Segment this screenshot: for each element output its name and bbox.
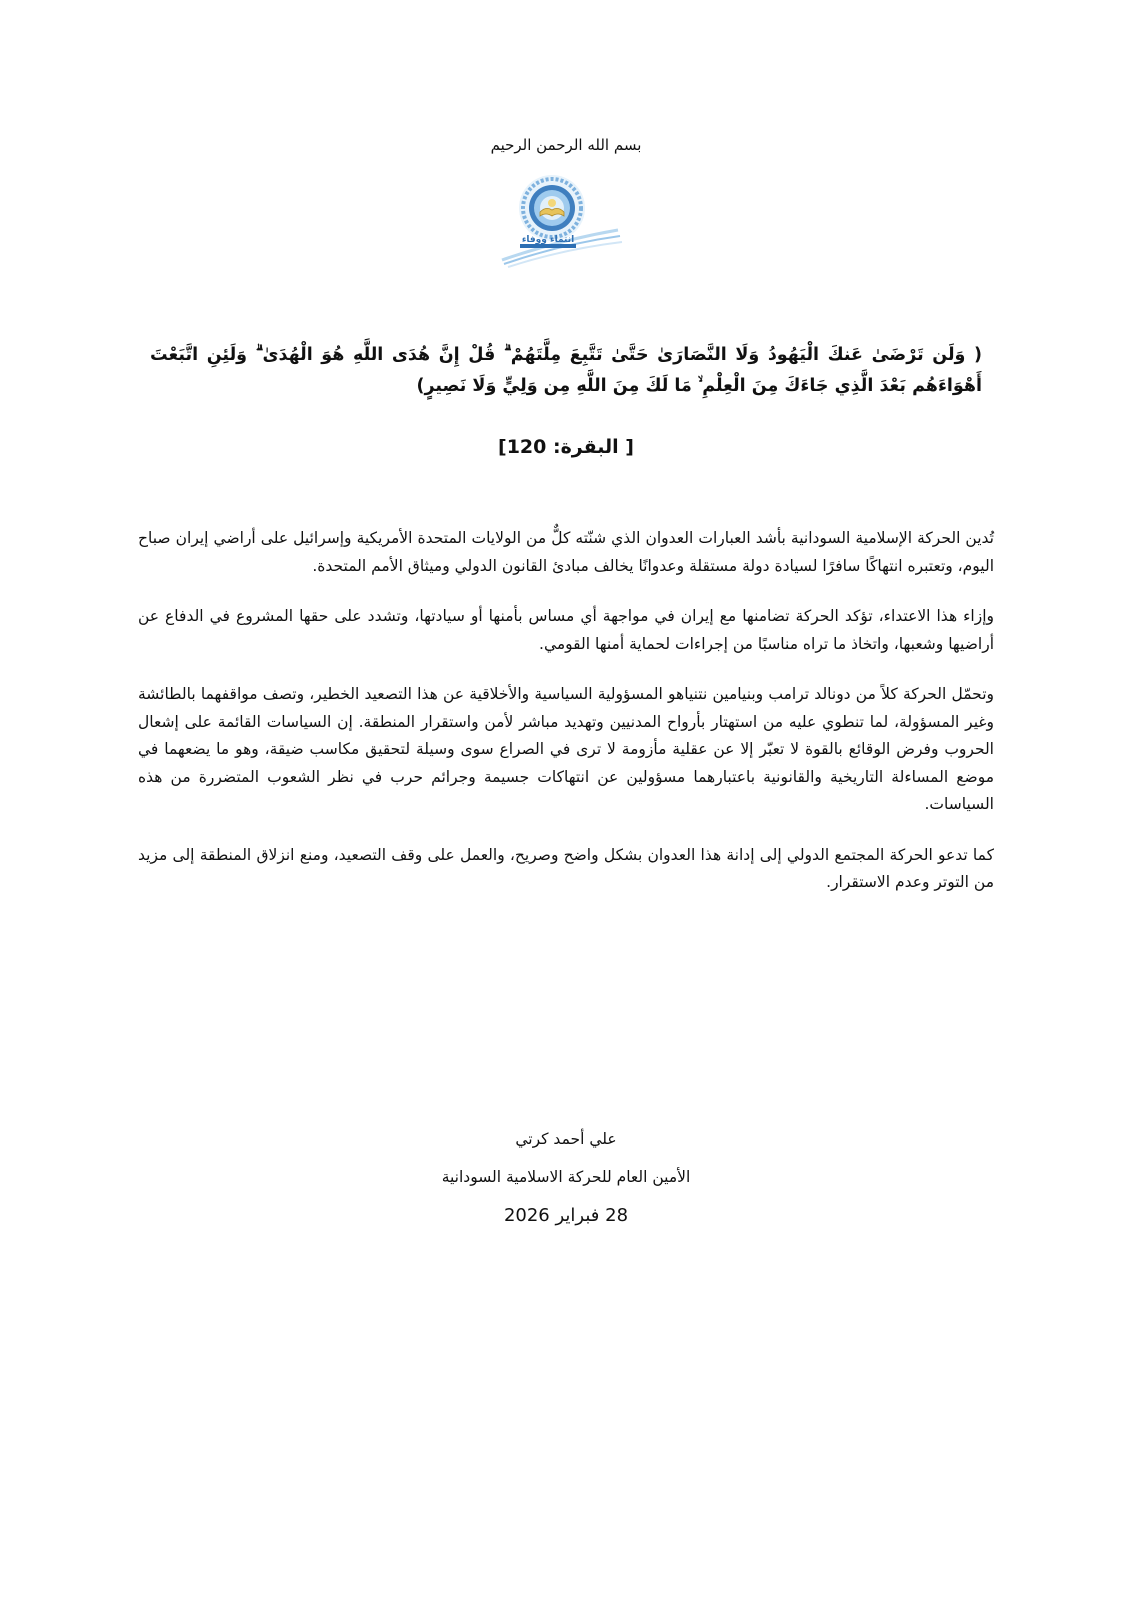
statement-date: 28 فبراير 2026 bbox=[503, 1205, 629, 1226]
basmala: بسم الله الرحمن الرحيم bbox=[490, 136, 642, 154]
verse-reference: [ البقرة: 120] bbox=[498, 436, 634, 458]
organization-logo bbox=[500, 172, 630, 272]
paragraph-1: تُدين الحركة الإسلامية السودانية بأشد العبارات العدوان الذي شنّته كلٌّ من الولايات المتحدة الأمريكية وإسرائيل على أراضي إيران صباح اليوم، وتعتبره انتهاكًا سافرًا لسيادة دولة مستقلة وعدوانًا يخالف مبادئ القانون الدولي وميثاق الأمم المتحدة. bbox=[138, 529, 994, 575]
quran-verse: ( وَلَن تَرْضَىٰ عَنكَ الْيَهُودُ وَلَا النَّصَارَىٰ حَتَّىٰ تَتَّبِعَ مِلَّتَهُمْ ۗ قُلْ إِنَّ هُدَى اللَّهِ هُوَ الْهُدَىٰ ۗ وَلَئِنِ اتَّبَعْتَ أَهْوَاءَهُم بَعْدَ الَّذِي جَاءَكَ مِنَ الْعِلْمِ ۙ مَا لَكَ مِنَ اللَّهِ مِن وَلِيٍّ وَلَا نَصِيرٍ) bbox=[150, 345, 982, 396]
signatory-title: الأمين العام للحركة الاسلامية السودانية bbox=[441, 1168, 691, 1186]
paragraph-2: وإزاء هذا الاعتداء، تؤكد الحركة تضامنها مع إيران في مواجهة أي مساس بأمنها أو سيادتها، وتشدد على حقها المشروع في الدفاع عن أراضيها وشعبها، واتخاذ ما تراه مناسبًا من إجراءات لحماية أمنها القومي. bbox=[138, 607, 994, 653]
statement-body bbox=[138, 525, 994, 920]
paragraph-4: كما تدعو الحركة المجتمع الدولي إلى إدانة هذا العدوان بشكل واضح وصريح، والعمل على وقف التصعيد، ومنع انزلاق المنطقة إلى مزيد من التوتر وعدم الاستقرار. bbox=[138, 845, 994, 891]
logo-text: انتماء ووفاء bbox=[521, 235, 575, 245]
signatory-name: علي أحمد كرتي bbox=[515, 1130, 617, 1148]
paragraph-3: وتحمّل الحركة كلاً من دونالد ترامب وبنيامين نتنياهو المسؤولية السياسية والأخلاقية عن هذا التصعيد الخطير، وتصف مواقفهما بالطائشة وغير المسؤولة، لما تنطوي عليه من استهتار بأرواح المدنيين وتهديد مباشر لأمن واستقرار المنطقة. إن السياسات القائمة على إشعال الحروب وفرض الوقائع بالقوة لا تعبّر إلا عن عقلية مأزومة لا ترى في الصراع سوى وسيلة لتحقيق مكاسب ضيقة، وهو ما يضعهما في موضع المساءلة التاريخية والقانونية باعتبارهما مسؤولين عن انتهاكات جسيمة وجرائم حرب في نظر الشعوب المتضررة من هذه السياسات. bbox=[138, 685, 994, 813]
quran-book-emblem-icon bbox=[500, 172, 630, 272]
